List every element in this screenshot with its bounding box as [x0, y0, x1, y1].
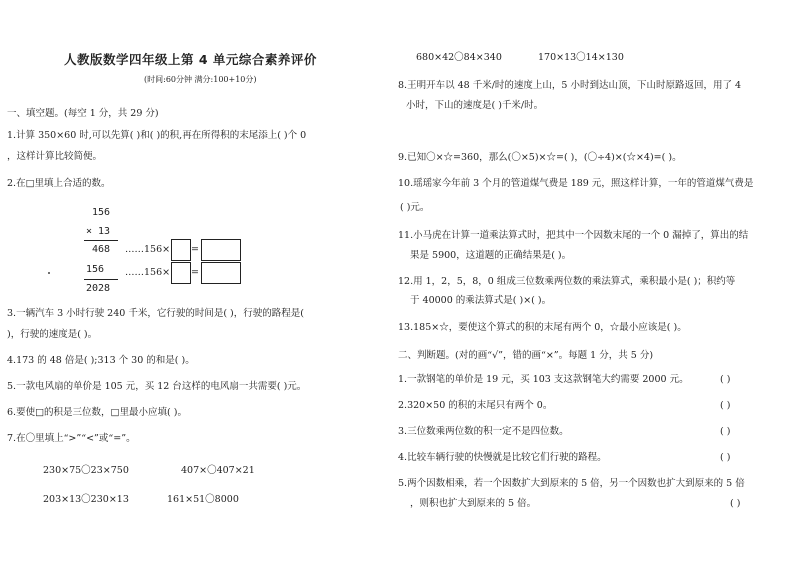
- judge-3: 3.三位数乘两位数的积一定不是四位数。: [398, 426, 569, 437]
- calc-row-multiplier: × 13: [86, 226, 111, 237]
- question-2: 2.在□里填上合适的数。: [7, 178, 111, 189]
- question-10-line-1: 10.瑶瑶家今年前 3 个月的管道煤气费是 189 元，照这样计算，一年的管道煤气费是: [398, 178, 754, 189]
- answer-box-multiplier-1[interactable]: [171, 239, 191, 261]
- judge-4-answer[interactable]: ( ): [720, 452, 731, 463]
- judge-5-line-2: ，则积也扩大到原来的 5 倍。: [410, 498, 537, 509]
- answer-box-multiplier-2[interactable]: [171, 262, 191, 284]
- question-12-line-2: 于 40000 的乘法算式是( )×( )。: [410, 295, 552, 306]
- judge-4: 4.比较车辆行驶的快慢就是比较它们行驶的路程。: [398, 452, 607, 463]
- compare-item-2: 407×〇407×21: [181, 465, 255, 476]
- partial-label-2: ……156×: [125, 267, 171, 278]
- calc-rule-1: [84, 240, 118, 241]
- judge-1: 1.一款钢笔的单价是 19 元，买 103 支这款钢笔大约需要 2000 元。: [398, 374, 689, 385]
- judge-2-answer[interactable]: ( ): [720, 400, 731, 411]
- judge-5-line-1: 5.两个因数相乘，若一个因数扩大到原来的 5 倍，另一个因数也扩大到原来的 5 倍: [398, 478, 745, 489]
- question-1-line-2: ，这样计算比较简便。: [7, 151, 103, 162]
- question-4: 4.173 的 48 倍是( );313 个 30 的和是( )。: [7, 355, 195, 366]
- question-13: 13.185×☆，要使这个算式的积的末尾有两个 0，☆最小应该是( )。: [398, 322, 687, 333]
- equals-sign-1: =: [191, 244, 199, 255]
- page-subtitle: (时间:60分钟 满分:100+10分): [144, 75, 257, 84]
- calc-row-product: 2028: [86, 283, 111, 294]
- section-1-heading: 一、填空题。(每空 1 分，共 29 分): [7, 108, 159, 119]
- section-2-heading: 二、判断题。(对的画“√”，错的画“×”。每题 1 分，共 5 分): [398, 350, 654, 361]
- equals-sign-2: =: [191, 267, 199, 278]
- partial-label-1: ……156×: [125, 244, 171, 255]
- question-11-line-1: 11.小马虎在计算一道乘法算式时，把其中一个因数末尾的一个 0 漏掉了，算出的结: [398, 230, 749, 241]
- page-title: 人教版数学四年级上第 4 单元综合素养评价: [64, 52, 317, 67]
- scan-dot: [48, 272, 50, 274]
- calc-rule-2: [84, 279, 118, 280]
- answer-box-product-2[interactable]: [201, 262, 241, 284]
- question-10-line-2: ( )元。: [400, 202, 430, 213]
- compare-item-6: 170×13〇14×130: [538, 52, 624, 63]
- question-3-line-1: 3.一辆汽车 3 小时行驶 240 千米，它行驶的时间是( )，行驶的路程是(: [7, 308, 304, 319]
- question-12-line-1: 12.用 1，2，5，8，0 组成三位数乘两位数的乘法算式，乘积最小是( )；积约等: [398, 276, 736, 287]
- answer-box-product-1[interactable]: [201, 239, 241, 261]
- question-8-line-2: 小时，下山的速度是( )千米/时。: [406, 100, 544, 111]
- judge-2: 2.320×50 的积的末尾只有两个 0。: [398, 400, 553, 411]
- question-1-line-1: 1.计算 350×60 时,可以先算( )和( )的积,再在所得积的末尾添上( )个 0: [7, 130, 307, 141]
- compare-item-5: 680×42〇84×340: [416, 52, 502, 63]
- question-9: 9.已知〇×☆=360，那么(〇×5)×☆=( )，(〇÷4)×(☆×4)=( )。: [398, 152, 682, 163]
- question-3-line-2: )，行驶的速度是( )。: [7, 329, 98, 340]
- compare-item-3: 203×13〇230×13: [43, 494, 129, 505]
- judge-3-answer[interactable]: ( ): [720, 426, 731, 437]
- calc-row-partial-2: 156: [86, 264, 105, 275]
- question-5: 5.一款电风扇的单价是 105 元，买 12 台这样的电风扇一共需要( )元。: [7, 381, 307, 392]
- calc-row-partial-1: 468: [92, 244, 111, 255]
- question-6: 6.要使□的积是三位数，□里最小应填( )。: [7, 407, 187, 418]
- question-7: 7.在〇里填上“>”“<”或“=”。: [7, 433, 136, 444]
- question-11-line-2: 果是 5900，这道题的正确结果是( )。: [410, 250, 572, 261]
- judge-5-answer[interactable]: ( ): [730, 498, 741, 509]
- question-8-line-1: 8.王明开车以 48 千米/时的速度上山，5 小时到达山顶，下山时原路返回，用了 4: [398, 80, 742, 91]
- judge-1-answer[interactable]: ( ): [720, 374, 731, 385]
- compare-item-4: 161×51〇8000: [167, 494, 239, 505]
- calc-row-multiplicand: 156: [92, 207, 111, 218]
- compare-item-1: 230×75〇23×750: [43, 465, 129, 476]
